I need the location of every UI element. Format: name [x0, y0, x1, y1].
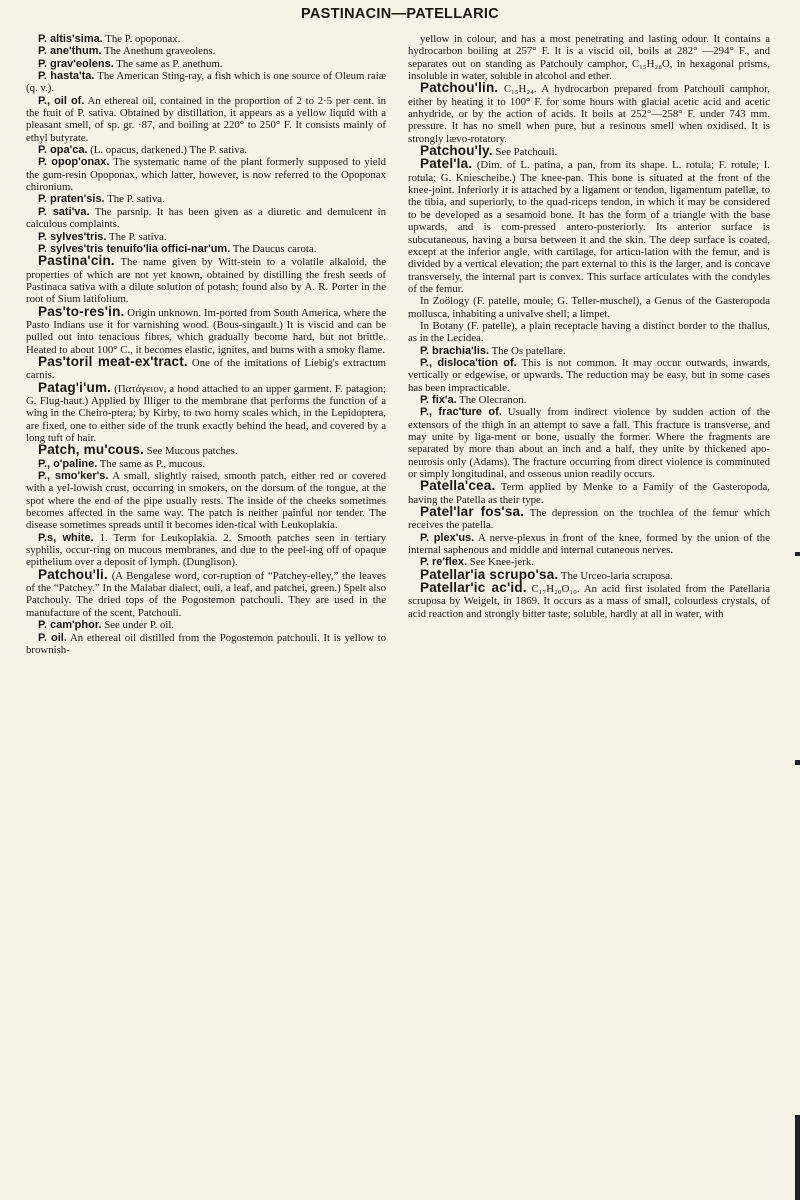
- entry-definition: One of the imitations of Liebig's extractum carnis.: [26, 356, 386, 382]
- dictionary-entry: [408, 295, 770, 320]
- dictionary-entry: [408, 480, 770, 506]
- entry-definition: The same as P. anethum.: [113, 57, 223, 70]
- entry-headword: P.s, white.: [38, 531, 94, 544]
- entry-headword: P. cam'phor.: [38, 619, 102, 632]
- entry-definition: In Botany (F. patelle), a plain receptacle having a distinct border to the thallus, as in the Lecidea.: [408, 319, 770, 345]
- entry-headword: P. brachia'lis.: [420, 344, 490, 357]
- entry-headword: Pas'toril meat-ex'tract.: [38, 353, 188, 369]
- edge-mark: [795, 552, 800, 556]
- edge-mark: [795, 1115, 800, 1200]
- entry-headword: P. praten'sis.: [38, 193, 105, 206]
- entry-definition: See Mucous patches.: [143, 445, 238, 458]
- entry-headword: Patchou'li.: [38, 566, 108, 582]
- entry-definition: (Dim. of L. patina, a pan, from its shape. L. rotula; F. rotule; I. rotula; G. Kniescheibe.) The knee-pan. This bone is situated at the front of the knee-joint. Inferiorly it is attached by a ligament or tendon, ligamentum patellæ, to the tibia, and superiorly, to the quad-riceps tendon, in which it may be considered to be developed as a sesamoid bone. It has the form of a triangle with the base upwards, and is com-pressed antero-posteriorly. Its anterior surface is subcutaneous, having a bursa between it and the skin. The deep surface is coated, except at the inferior angle, with cartilage, for articu-lation with the femur, and is divided by a vertical elevation; the part external to this is the larger, and is concave transversely, the internal part is convex. This surface articulates with the condyles of the femur.: [408, 159, 770, 295]
- dictionary-entry: [26, 33, 386, 45]
- dictionary-entry: [26, 353, 386, 382]
- entry-headword: P. plex'us.: [420, 531, 475, 544]
- entry-headword: P., smo'ker's.: [38, 470, 109, 483]
- entry-headword: P. opa'ca.: [38, 144, 88, 157]
- dictionary-entry: [408, 406, 770, 480]
- entry-headword: Patag'i'um.: [38, 379, 112, 395]
- entry-definition: See Knee-jerk.: [467, 556, 534, 569]
- entry-definition: The American Sting-ray, a fish which is one source of Oleum raiæ (q. v.).: [26, 70, 386, 95]
- entry-headword: P. grav'eolens.: [38, 57, 114, 70]
- entry-definition: (A Bengalese word, cor-ruption of “Patchey-elley,” the leaves of the “Patchey.” In the Malabar dialect, ouli, a leaf, and patchei, green.) Spelt also Patchouly. The dried tops of the Pogostemon patchouli. They are used in the manufacture of the scent, Patchouli.: [26, 569, 386, 619]
- entry-definition: This is not common. It may occur outwards, inwards, vertically or edgewise, or upwards. The reduction may be easy, but in some cases has been impracticable.: [408, 356, 770, 394]
- entry-definition: The depression on the trochlea of the femur which receives the patella.: [408, 507, 770, 532]
- entry-definition: An ethereal oil, contained in the proportion of 2 to 2·5 per cent. in the fruit of P. sativa. Obtained by distillation, it appears as a yellow liquid with a pleasant smell, of sp. gr. ·87, and boiling at 220° to 250° F. It consists mainly of ethyl butyrate.: [26, 94, 386, 144]
- dictionary-entry: [408, 532, 770, 557]
- dictionary-entry: [26, 619, 386, 631]
- entry-definition: The Olecranon.: [456, 393, 527, 406]
- entry-definition: The P. sativa.: [106, 230, 167, 243]
- dictionary-entry: [26, 444, 386, 457]
- entry-definition: Term applied by Menke to a Family of the Gasteropoda, having the Patella as their type.: [408, 481, 770, 506]
- dictionary-entry: [408, 582, 770, 620]
- entry-headword: P. sati'va.: [38, 205, 90, 218]
- entry-headword: Patchou'ly.: [420, 143, 493, 159]
- entry-headword: P. opop'onax.: [38, 156, 110, 169]
- entry-headword: Patel'lar fos'sa.: [420, 504, 525, 520]
- dictionary-entry: [26, 458, 386, 470]
- entry-headword: P. fix'a.: [420, 393, 457, 406]
- entry-definition: In Zoölogy (F. patelle, moule; G. Teller-muschel), a Genus of the Gasteropoda mollusca, inhabiting a univalve shell; a limpet.: [408, 295, 770, 320]
- entry-headword: P. sylves'tris.: [38, 230, 107, 243]
- entry-headword: P., o'paline.: [38, 457, 98, 470]
- entry-definition: 1. Term for Leukoplakia. 2. Smooth patches seen in tertiary syphilis, occur-ring on mucous membranes, and due to the peel-ing off of opaque epithelium over a deposit of lymph. (Dunglison).: [26, 531, 386, 569]
- dictionary-entry: [26, 206, 386, 231]
- entry-definition: C₁₅H₂₄. A hydrocarbon prepared from Patchouli camphor, either by heating it to 100° F. for some hours with glacial acetic acid and acetic anhydride, or by the action of acids. It boils at 252°—258° F. under 743 mm. pressure. It has no smell when pure, but a resinous smell when oxidised. It is strongly lævo-rotatory.: [408, 83, 770, 145]
- entry-headword: P., oil of.: [38, 94, 85, 107]
- entry-headword: P. oil.: [38, 631, 67, 644]
- entry-definition: (Πατάγειον, a hood attached to an upper garment. F. patagion; G. Flug-haut.) Applied by Illiger to the membrane that performs the function of a wing in the Cheiro-ptera; by Kirby, to two horny scales which, in the Lepidoptera, are fixed, one to either side of the trunk exactly behind the head, and covered by a long tuft of hair.: [26, 382, 386, 444]
- dictionary-entry: [408, 357, 770, 394]
- entry-headword: P. sylves'tris tenuifo'lia offici-nar'um.: [38, 242, 231, 255]
- dictionary-entry: [26, 45, 386, 57]
- dictionary-entry: [408, 158, 770, 295]
- dictionary-entry: [408, 394, 770, 406]
- left-column: [26, 33, 386, 656]
- entry-definition: An ethereal oil distilled from the Pogostemon patchouli. It is yellow to brownish-: [26, 631, 386, 656]
- dictionary-entry: [26, 532, 386, 569]
- entry-definition: Origin unknown. Im-ported from South America, where the Pasto Indians use it for varnishing wood. (Bous-singault.) It is viscid and can be pulled out into tenacious fibres, which gradually become hard, but not brittle. Heated to about 100° C., it becomes elastic, ignites, and burns with a smoky flame.: [26, 306, 386, 356]
- entry-headword: Pastina'cin.: [38, 253, 115, 269]
- dictionary-entry: [26, 95, 386, 144]
- entry-definition: The systematic name of the plant formerly supposed to yield the gum-resin Opoponax, which latter, however, is now referred to the Opoponax chironium.: [26, 156, 386, 194]
- dictionary-entry: [26, 303, 386, 356]
- dictionary-entry: [408, 320, 770, 345]
- entry-headword: P., disloca'tion of.: [420, 356, 517, 369]
- entry-definition: The same as P., mucous.: [97, 457, 206, 470]
- entry-definition: See Patchouli.: [492, 146, 558, 159]
- entry-headword: Patella'cea.: [420, 478, 496, 494]
- dictionary-entry: [26, 231, 386, 243]
- entry-definition: A nerve-plexus in front of the knee, formed by the union of the internal saphenous and middle and internal cutaneous nerves.: [408, 531, 770, 557]
- entry-headword: Patellar'ia scrupo'sa.: [420, 566, 559, 582]
- dictionary-entry: [26, 156, 386, 193]
- entry-headword: P. re'flex.: [420, 556, 468, 569]
- dictionary-entry: [408, 506, 770, 532]
- dictionary-entry: [26, 193, 386, 205]
- entry-definition: See under P. oil.: [101, 619, 175, 632]
- dictionary-entry: [26, 470, 386, 532]
- entry-definition: The Anethum graveolens.: [101, 45, 216, 58]
- entry-definition: Usually from indirect violence by sudden action of the extensors of the thigh in an attempt to save a fall. This fracture is transverse, and may unite by liga-ment or bone, usually the former. Where the fragments are separated by more than about an inch and a half, they unite by thickened apo-neurosis only (Adams). The fracture occurring from direct violence is comminuted or simply longitudinal, and osseous union readily occurs.: [408, 406, 770, 481]
- dictionary-entry: [26, 58, 386, 70]
- entry-definition: yellow in colour, and has a most penetrating and lasting odour. It contains a hydrocarbon boiling at 257° F. It is a viscid oil, boils at 282° —294° F., and separates out on standing as Patchouly camphor, C₁₅H₂₈O, in hexagonal prisms, insoluble in water, soluble in alcohol and ether.: [408, 33, 770, 83]
- dictionary-entry: [26, 379, 386, 445]
- dictionary-entry: [26, 566, 386, 619]
- entry-headword: Patch, mu'cous.: [38, 442, 144, 458]
- edge-mark: [795, 760, 800, 765]
- entry-definition: (L. opacus, darkened.) The P. sativa.: [87, 144, 248, 157]
- right-column: [408, 33, 770, 620]
- dictionary-entry: [408, 33, 770, 82]
- entry-headword: P. altis'sima.: [38, 33, 103, 45]
- entry-headword: P. ane'thum.: [38, 45, 102, 58]
- entry-definition: The P. opoponax.: [102, 33, 181, 45]
- entry-headword: P., frac'ture of.: [420, 406, 502, 419]
- entry-headword: P. hasta'ta.: [38, 70, 95, 83]
- entry-headword: Patchou'lin.: [420, 80, 499, 96]
- dictionary-entry: [408, 82, 770, 145]
- page-header: PASTINACIN—PATELLARIC: [300, 6, 499, 22]
- entry-definition: The Daucus carota.: [230, 242, 317, 255]
- dictionary-entry: [408, 345, 770, 357]
- entry-definition: The Urceo-laria scruposa.: [558, 569, 673, 582]
- entry-definition: A small, slightly raised, smooth patch, either red or covered with a yel-lowish crust, occurring in smokers, on the dorsum of the tongue, at the spot where the end of the pipe usually rests. The inside of the cheeks sometimes becomes affected in the same way. The patch is neither painful nor tender. The disease sometimes spreads until it becomes iden-tical with Leukoplakia.: [26, 470, 386, 532]
- entry-definition: The parsnip. It has been given as a diuretic and demulcent in calculous complaints.: [26, 205, 386, 231]
- entry-definition: C₁₇H₂₀O₁₀. An acid first isolated from the Patellaria scruposa by Weigelt, in 1869. It occurs as a mass of small, colourless crystals, of acid reaction and strongly bitter taste; soluble, hardly at all in water, with: [408, 583, 770, 620]
- dictionary-entry: [26, 255, 386, 305]
- entry-definition: The P. sativa.: [104, 193, 165, 206]
- dictionary-entry: [26, 632, 386, 657]
- entry-headword: Patellar'ic ac'id.: [420, 580, 527, 596]
- entry-definition: The name given by Witt-stein to a volatile alkaloid, the properties of which are not yet known, obtained by distilling the fresh seeds of Pastinaca sativa with a dilute solution of potash; found also by A. R. Porter in the root of Sium latifolium.: [26, 256, 386, 306]
- entry-headword: Pas'to-res'in.: [38, 303, 125, 319]
- dictionary-entry: [26, 144, 386, 156]
- dictionary-entry: [26, 70, 386, 95]
- entry-headword: Patel'la.: [420, 156, 473, 172]
- entry-definition: The Os patellare.: [489, 344, 566, 357]
